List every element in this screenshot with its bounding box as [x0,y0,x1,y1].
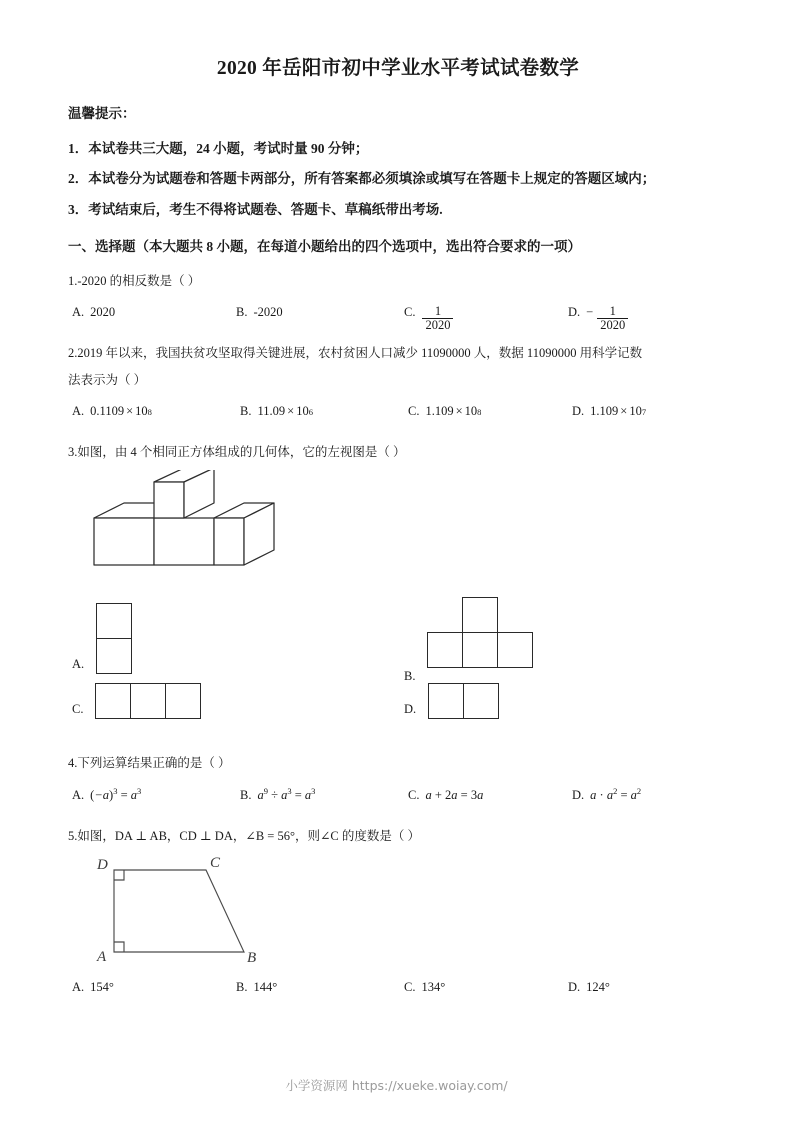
question-1-option-b[interactable] [236,305,283,320]
shape-horizontal-2-squares [428,683,499,719]
question-3-options-row-2 [68,681,728,737]
option-text: 154° [90,980,114,995]
fraction [422,305,453,332]
option-mantissa: 0.1109 [90,404,125,419]
option-expression: $a \cdot a^2 = a^2$ [590,785,642,802]
shape-t-shape [427,597,533,668]
question-5-option-b[interactable] [236,980,277,995]
question-3-option-a[interactable] [72,603,132,674]
option-mantissa: 1.109 [590,404,619,419]
minus-sign: − [586,305,594,320]
option-expression: a + 2a = 3a [425,787,484,802]
question-1-options [68,305,728,337]
question-5-option-a[interactable] [72,980,114,995]
question-3-option-d[interactable] [404,683,499,719]
question-4-stem: 4.下列运算结果正确的是（ ） [68,756,231,771]
question-2-option-b[interactable]: B. 11.09 × 10 6 [240,404,313,419]
option-label: B. [404,669,416,684]
option-label: D. [572,787,585,802]
option-base: 10 [629,404,642,419]
question-1-stem: 1.-2020 的相反数是（ ） [68,273,201,288]
notice-item-1: 1．本试卷共三大题，24 小题，考试时量 90 分钟； [68,141,369,156]
question-4-option-c[interactable] [408,788,483,803]
option-base: 10 [135,404,148,419]
option-base: 10 [296,404,309,419]
option-text: -2020 [253,305,283,320]
question-3-option-b[interactable] [404,597,533,684]
shape-horizontal-3-squares [95,683,201,719]
question-4-options [68,785,728,820]
option-label: C. [404,305,416,320]
option-label: D. [568,980,581,995]
fraction-denominator: 2020 [422,318,453,332]
option-label: D. [568,305,581,320]
question-4-option-a[interactable] [72,785,142,803]
question-2-option-c[interactable]: C. 1.109 × 10 8 [408,404,482,419]
option-expression: $a^9 \div a^3 = a^3$ [257,785,316,802]
fraction [597,305,628,332]
option-text: 2020 [90,305,116,320]
question-1-option-d[interactable] [568,305,629,333]
times-sign: × [620,404,628,419]
times-sign: × [287,404,295,419]
question-5-option-c[interactable] [404,980,445,995]
vertex-label-d: D [97,857,108,874]
question-5-stem: 5.如图，DA ⊥ AB，CD ⊥ DA，∠B = 56°，则∠C 的度数是（ ） [68,828,421,843]
option-label: D. [572,404,585,419]
notice-item-2: 2．本试卷分为试题卷和答题卡两部分，所有答案都必须填涂或填写在答题卡上规定的答题区域内； [68,171,656,187]
question-4-option-d[interactable] [572,785,642,803]
question-1-option-a[interactable] [72,305,115,320]
question-2-stem-line-1: 2.2019 年以来，我国扶贫攻坚取得关键进展，农村贫困人口减少 11090000 人，数据 11090000 用科学记数 [68,346,643,361]
option-label: A. [72,980,85,995]
option-label: A. [72,787,85,802]
question-2-options [68,404,728,436]
notice-item-3: 3．考试结束后，考生不得将试题卷、答题卡、草稿纸带出考场. [68,201,443,217]
page-content [68,52,728,1016]
question-2-stem-line-2: 法表示为（ ） [68,372,147,387]
option-label: C. [408,787,420,802]
question-3-stem: 3.如图，由 4 个相同正方体组成的几何体，它的左视图是（ ） [68,445,406,460]
question-3-options-row-1 [68,593,728,684]
question-3-option-c[interactable] [72,683,201,719]
section-heading-choice: 一、选择题（本大题共 8 小题，在每道小题给出的四个选项中，选出符合要求的一项） [68,238,581,254]
page-title: 2020 年岳阳市初中学业水平考试试卷数学 [216,58,580,79]
option-label: C. [404,980,416,995]
option-label: C. [72,702,84,717]
question-5-option-d[interactable] [568,980,610,995]
vertex-label-b: B [247,950,257,967]
option-label: B. [240,404,252,419]
option-text: 144° [253,980,278,995]
fraction-numerator: 1 [434,304,442,319]
option-label: A. [72,305,85,320]
question-2-option-a[interactable]: A. 0.1109 × 10 8 [72,404,152,419]
question-5-options [68,980,728,1012]
vertex-label-c: C [210,855,221,872]
option-expression: $(-a)^3 = a^3$ [90,785,142,802]
option-label: A. [72,657,85,672]
fraction-denominator: 2020 [597,318,628,332]
times-sign: × [455,404,463,419]
option-mantissa: 11.09 [257,404,286,419]
option-base: 10 [464,404,478,419]
question-5-figure-trapezoid [84,852,728,972]
footer-watermark: 小学资源网 https://xueke.woiay.com/ [285,1078,508,1093]
option-label: C. [408,404,420,419]
shape-vertical-2-squares [96,603,132,674]
option-label: B. [240,787,252,802]
times-sign: × [126,404,134,419]
fraction-numerator: 1 [609,304,616,319]
option-text: 124° [586,980,610,995]
option-label: D. [404,702,417,717]
option-label: B. [236,305,248,320]
option-mantissa: 1.109 [425,404,454,419]
question-3-figure-isometric-cubes [86,470,728,583]
option-label: A. [72,404,85,419]
notice-heading: 温馨提示： [68,106,136,121]
option-label: B. [236,980,248,995]
question-2-option-d[interactable]: D. 1.109 × 10 7 [572,404,647,419]
option-text: 134° [421,980,446,995]
question-1-option-c[interactable] [404,305,454,333]
vertex-label-a: A [97,949,107,966]
question-4-option-b[interactable] [240,785,316,803]
